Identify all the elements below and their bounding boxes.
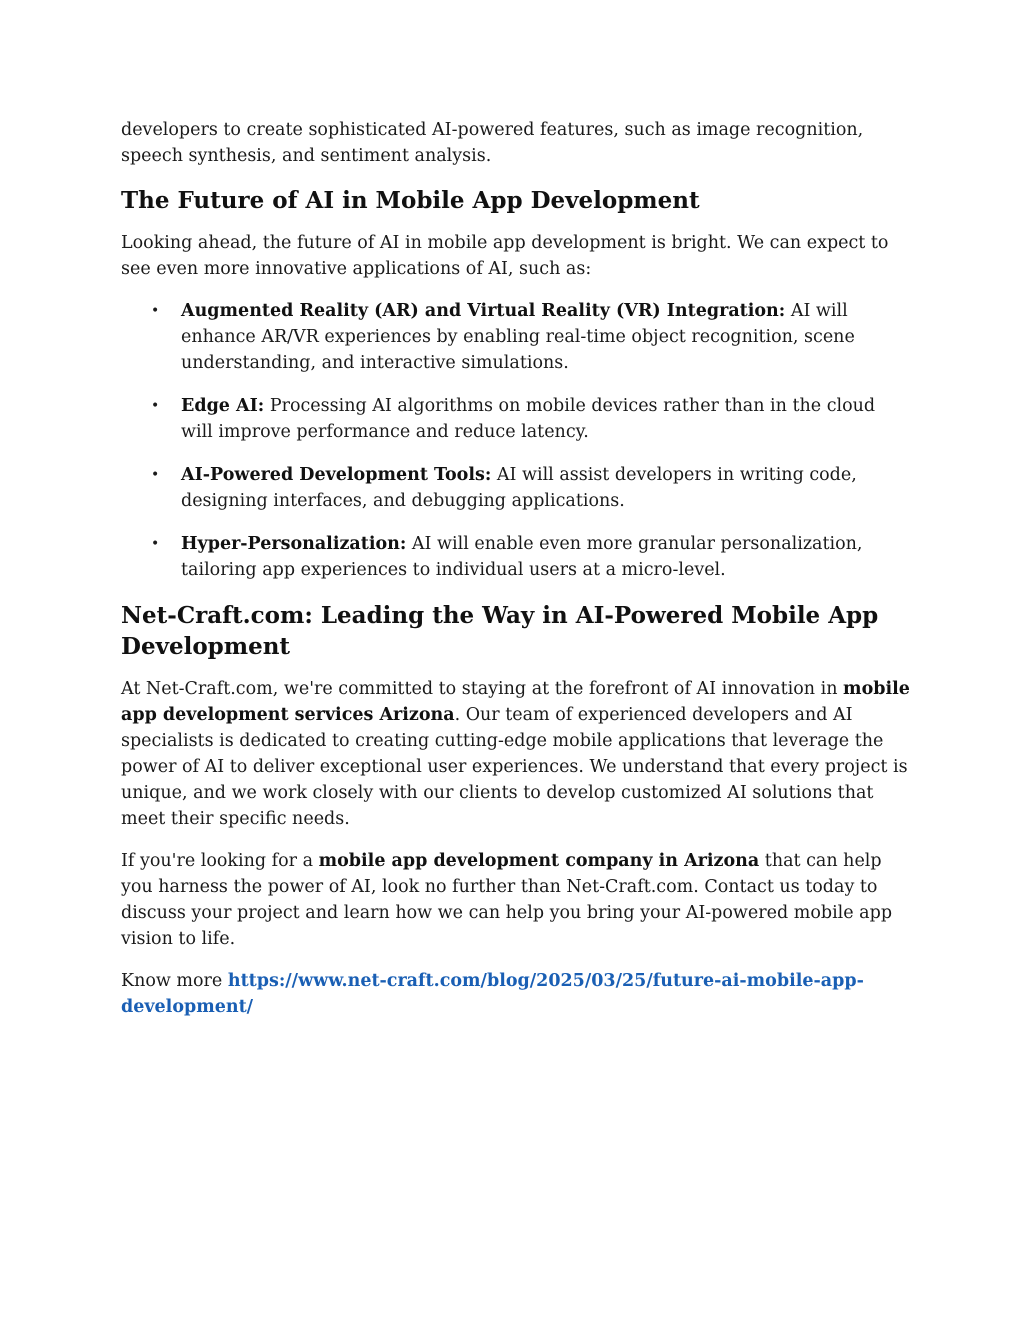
paragraph-text: At Net-Craft.com, we're committed to staying at the forefront of AI innovation in [121,679,844,699]
heading-net-craft: Net-Craft.com: Leading the Way in AI-Powered Mobile App Development [121,602,879,660]
list-item-ar-vr [121,298,911,376]
net-craft-paragraph-2 [121,848,911,952]
list-item-title: Augmented Reality (AR) and Virtual Reality (VR) Integration: [181,301,786,321]
paragraph-text: that can help you harness the power of AI, look no further than Net-Craft.com. Contact us today to discuss your project and learn how we can help you bring your AI-powered mobile app vision to life. [121,851,893,949]
list-item-text: AI will assist developers in writing code, designing interfaces, and debugging applications. [181,465,857,511]
blog-link[interactable]: https://www.net-craft.com/blog/2025/03/25/future-ai-mobile-app-development/ [121,971,864,1017]
list-item-dev-tools [121,462,911,514]
list-item-title: Edge AI: [181,396,265,416]
know-more-label: Know more [121,971,228,991]
net-craft-paragraph-1 [121,676,911,832]
bullet-icon: • [151,467,160,483]
list-item-text: AI will enable even more granular personalization, tailoring app experiences to individual users at a micro-level. [181,534,863,580]
list-item-text: AI will enhance AR/VR experiences by enabling real-time object recognition, scene understanding, and interactive simulations. [181,301,855,373]
heading-future-of-ai: The Future of AI in Mobile App Development [121,187,700,214]
keyword-bold: mobile app development services Arizona [121,679,910,725]
paragraph-text: . Our team of experienced developers and AI specialists is dedicated to creating cutting-edge mobile applications that leverage the power of AI to deliver exceptional user experiences. We understand that every project is unique, and we work closely with our clients to develop customized AI solutions that meet their specific needs. [121,705,908,829]
future-list [121,298,911,583]
list-item-edge-ai [121,393,911,445]
list-item-text: Processing AI algorithms on mobile devices rather than in the cloud will improve performance and reduce latency. [181,396,876,442]
know-more-paragraph [121,968,911,1020]
future-lead-paragraph: Looking ahead, the future of AI in mobile app development is bright. We can expect to see even more innovative applications of AI, such as: [121,233,889,279]
bullet-icon: • [151,303,160,319]
bullet-icon: • [151,536,160,552]
document-page [121,117,911,1036]
list-item-title: AI-Powered Development Tools: [181,465,492,485]
keyword-bold: mobile app development company in Arizona [318,851,760,871]
bullet-icon: • [151,398,160,414]
list-item-hyper-personalization [121,531,911,583]
paragraph-text: If you're looking for a [121,851,319,871]
list-item-title: Hyper-Personalization: [181,534,407,554]
intro-paragraph: developers to create sophisticated AI-powered features, such as image recognition, speech synthesis, and sentiment analysis. [121,120,864,166]
